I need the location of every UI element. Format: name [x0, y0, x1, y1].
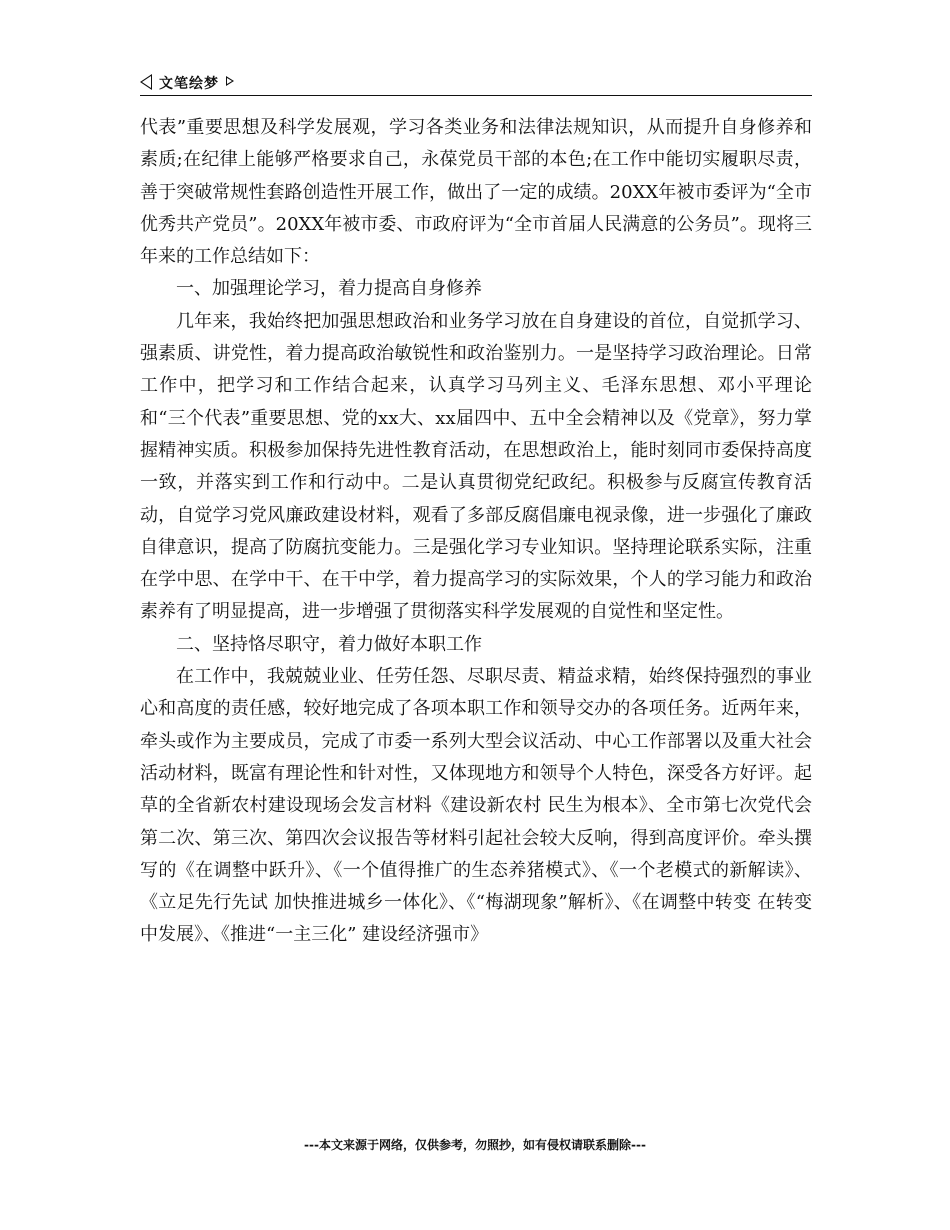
section-heading-2: 二、坚持恪尽职守，着力做好本职工作	[176, 633, 482, 655]
header-brand: 文笔绘梦	[159, 76, 219, 92]
triangle-right-icon	[226, 76, 234, 86]
paragraph-duties: 在工作中，我兢兢业业、任劳任怨、尽职尽责、精益求精，始终保持强烈的事业心和高度的责任感，较好地完成了各项本职工作和领导交办的各项任务。近两年来，牵头或作为主要成员，完成了市委一系列大型会议活动、中心工作部署以及重大社会活动材料，既富有理论性和针对性，又体现地方和领导个人特色，深受各方好评。起草的全省新农村建设现场会发言材料《建设新农村 民生为根本》、全市第七次党代会第二次、第三次、第四次会议报告等材料引起社会较大反响，得到高度评价。牵头撰写的《在调整中跃升》、《一个值得推广的生态养猪模式》、《一个老模式的新解读》、《立足先行先试 加快推进城乡一体化》、《“梅湖现象”解析》、《在调整中转变 在转变中发展》、《推进“一主三化” 建设经济强市》	[140, 666, 812, 946]
paragraph-intro-continuation: 代表”重要思想及科学发展观，学习各类业务和法律法规知识，从而提升自身修养和素质;在纪律上能够严格要求自己，永葆党员干部的本色;在工作中能切实履职尽责，善于突破常规性套路创造性开展工作，做出了一定的成绩。20XX年被市委评为“全市优秀共产党员”。20XX年被市委、市政府评为“全市首届人民满意的公务员”。现将三年来的工作总结如下：	[140, 117, 812, 268]
document-body	[140, 112, 812, 952]
footer-disclaimer: ---本文来源于网络，仅供参考，勿照抄，如有侵权请联系删除---	[304, 1138, 646, 1152]
triangle-left-icon	[140, 74, 152, 90]
section-heading-1: 一、加强理论学习，着力提高自身修养	[176, 278, 482, 300]
header-rule	[140, 95, 812, 96]
paragraph-theory-study: 几年来，我始终把加强思想政治和业务学习放在自身建设的首位，自觉抓学习、强素质、讲党性，着力提高政治敏锐性和政治鉴别力。一是坚持学习政治理论。日常工作中，把学习和工作结合起来，认真学习马列主义、毛泽东思想、邓小平理论和“三个代表”重要思想、党的xx大、xx届四中、五中全会精神以及《党章》，努力掌握精神实质。积极参加保持先进性教育活动，在思想政治上，能时刻同市委保持高度一致，并落实到工作和行动中。二是认真贯彻党纪政纪。积极参与反腐宣传教育活动，自觉学习党风廉政建设材料，观看了多部反腐倡廉电视录像，进一步强化了廉政自律意识，提高了防腐抗变能力。三是强化学习专业知识。坚持理论联系实际，注重在学中思、在学中干、在干中学，着力提高学习的实际效果，个人的学习能力和政治素养有了明显提高，进一步增强了贯彻落实科学发展观的自觉性和坚定性。	[140, 310, 812, 623]
page-header	[140, 72, 810, 94]
